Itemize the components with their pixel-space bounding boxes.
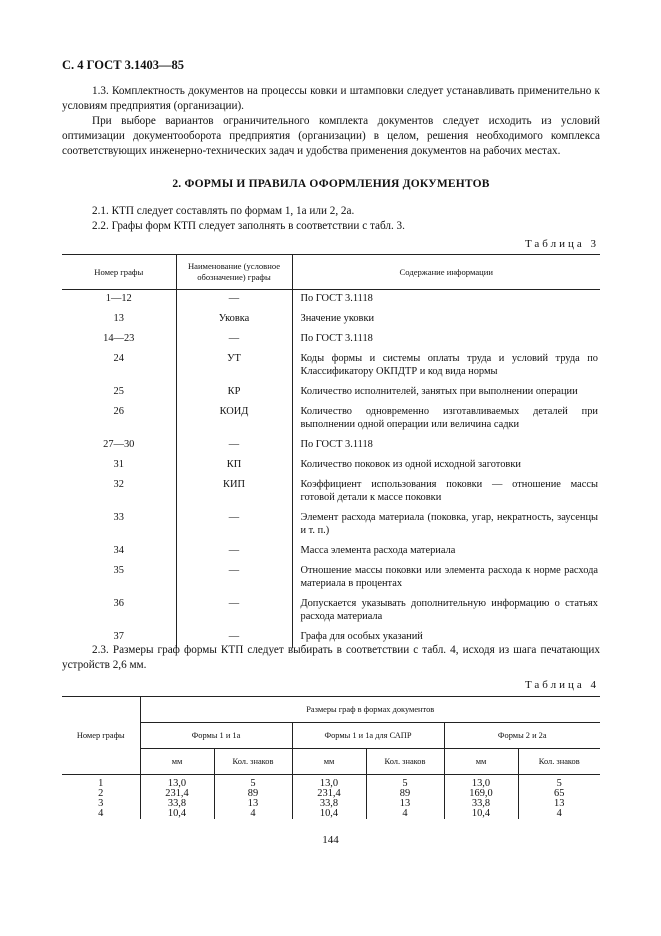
table3-cell-name: — [176, 330, 292, 350]
table4-cell-value: 89 [366, 789, 444, 799]
table3-cell-number: 36 [113, 598, 124, 609]
table3-cell-number: 34 [113, 545, 124, 556]
table3-row [62, 562, 600, 595]
table3-cell-name: — [176, 562, 292, 595]
paragraph-2-1: 2.1. КТП следует составлять по формам 1, 1а или 2, 2а. [92, 205, 355, 217]
table3-cell-content: Коэффициент использования поковки — отношение массы готовой детали к массе поковки [292, 476, 600, 509]
table4-row [62, 809, 600, 819]
table4-cell-number: 4 [98, 808, 104, 819]
table3-cell-name: — [176, 509, 292, 542]
table4-cell-number: 3 [98, 798, 104, 809]
table4-cell-value: 4 [214, 809, 292, 819]
paragraph-choice: При выборе вариантов ограничительного комплекта документов следует исходить из условий оптимизации документооборота предприятия (организации) в целом, решения необходимого комплекса соответствующих инженерно-технических задач и удобства применения документов на рабочих местах. [62, 115, 600, 157]
table3-row [62, 595, 600, 628]
table4-cell-value: 5 [214, 775, 292, 790]
table4-cell-number: 2 [98, 788, 104, 799]
table3-row [62, 436, 600, 456]
table3-header-number: Номер графы [62, 255, 176, 290]
table3-cell-number: 25 [113, 386, 124, 397]
table4-sub-mm: мм [292, 749, 366, 775]
table4-sub-kol: Кол. знаков [518, 749, 600, 775]
table3-cell-number: 37 [113, 631, 124, 642]
table3-cell-content: Количество одновременно изготавливаемых деталей при выполнении одной операции или величина садки [292, 403, 600, 436]
table4-row [62, 775, 600, 790]
table3-cell-name: Уковка [176, 310, 292, 330]
table3-cell-content: По ГОСТ 3.1118 [292, 330, 600, 350]
table4-caption: Таблица 4 [524, 679, 599, 691]
table4-header-form-2: Формы 2 и 2а [444, 723, 600, 749]
table4-sub-mm: мм [140, 749, 214, 775]
table3-cell-name: — [176, 628, 292, 648]
table3-cell-content: Количество поковок из одной исходной заготовки [292, 456, 600, 476]
table4-header-number: Номер графы [62, 697, 140, 775]
table3-caption: Таблица 3 [524, 238, 599, 250]
table3-cell-name: УТ [176, 350, 292, 383]
table3-cell-number: 27—30 [103, 439, 135, 450]
table3-cell-name: — [176, 542, 292, 562]
table4-cell-value: 5 [518, 775, 600, 790]
table4-cell-value: 33,8 [140, 799, 214, 809]
table4-cell-value: 10,4 [140, 809, 214, 819]
table4-cell-value: 231,4 [292, 789, 366, 799]
table4-cell-value: 13,0 [140, 775, 214, 790]
table3-cell-number: 13 [113, 313, 124, 324]
table3-cell-number: 31 [113, 459, 124, 470]
table3-cell-content: Значение уковки [292, 310, 600, 330]
table3-cell-content: Элемент расхода материала (поковка, угар, некратность, заусенцы и т. п.) [292, 509, 600, 542]
table3-row [62, 330, 600, 350]
table4-sub-kol: Кол. знаков [214, 749, 292, 775]
table3-row [62, 456, 600, 476]
table-4 [62, 696, 600, 819]
table4-cell-value: 10,4 [292, 809, 366, 819]
table4-header-form-1: Формы 1 и 1а [140, 723, 292, 749]
table4-cell-value: 4 [366, 809, 444, 819]
table3-cell-name: КР [176, 383, 292, 403]
table4-cell-number: 1 [98, 778, 104, 789]
table3-header-content: Содержание информации [292, 255, 600, 290]
table4-header-form-sapr: Формы 1 и 1а для САПР [292, 723, 444, 749]
table3-cell-content: Коды формы и системы оплаты труда и условий труда по Классификатору ОКПДТР и код вида нормы [292, 350, 600, 383]
table3-cell-content: Допускается указывать дополнительную информацию о статьях расхода материала [292, 595, 600, 628]
page-number: 144 [322, 834, 339, 846]
table3-cell-content: Отношение массы поковки или элемента расхода к норме расхода материала в процентах [292, 562, 600, 595]
table3-cell-number: 32 [113, 479, 124, 490]
table3-cell-content: Количество исполнителей, занятых при выполнении операции [292, 383, 600, 403]
table4-cell-value: 33,8 [292, 799, 366, 809]
table3-cell-number: 14—23 [103, 333, 135, 344]
table3-row [62, 310, 600, 330]
table4-cell-value: 169,0 [444, 789, 518, 799]
table3-cell-number: 33 [113, 512, 124, 523]
paragraph-2-2: 2.2. Графы форм КТП следует заполнять в соответствии с табл. 3. [92, 220, 405, 232]
table4-cell-value: 231,4 [140, 789, 214, 799]
table3-cell-name: КОИД [176, 403, 292, 436]
table3-cell-content: Графа для особых указаний [292, 628, 600, 648]
table4-cell-value: 13,0 [292, 775, 366, 790]
section-title: 2. ФОРМЫ И ПРАВИЛА ОФОРМЛЕНИЯ ДОКУМЕНТОВ [172, 178, 490, 190]
table3-row [62, 403, 600, 436]
table3-cell-number: 26 [113, 406, 124, 417]
table3-cell-number: 35 [113, 565, 124, 576]
table4-cell-value: 13 [518, 799, 600, 809]
table4-cell-value: 65 [518, 789, 600, 799]
table3-row [62, 509, 600, 542]
table3-cell-number: 24 [113, 353, 124, 364]
table4-cell-value: 13,0 [444, 775, 518, 790]
page-header: С. 4 ГОСТ 3.1403—85 [62, 58, 185, 72]
paragraph-2-3: 2.3. Размеры граф формы КТП следует выбирать в соответствии с табл. 4, исходя из шага печатающих устройств 2,6 мм. [62, 644, 600, 671]
table-3 [62, 254, 600, 648]
table3-header-name: Наименование (условное обозначение) графы [176, 255, 292, 290]
table4-cell-value: 5 [366, 775, 444, 790]
table3-cell-name: КИП [176, 476, 292, 509]
table3-row [62, 383, 600, 403]
table4-cell-value: 4 [518, 809, 600, 819]
table3-cell-name: КП [176, 456, 292, 476]
table3-cell-number: 1—12 [105, 293, 132, 304]
table3-cell-content: По ГОСТ 3.1118 [292, 436, 600, 456]
table4-cell-value: 13 [366, 799, 444, 809]
table3-cell-name: — [176, 595, 292, 628]
table4-sub-kol: Кол. знаков [366, 749, 444, 775]
table3-row [62, 290, 600, 311]
table4-header-group: Размеры граф в формах документов [140, 697, 600, 723]
table4-cell-value: 13 [214, 799, 292, 809]
paragraph-1-3: 1.3. Комплектность документов на процессы ковки и штамповки следует устанавливать применительно к условиям предприятия (организации). [62, 85, 600, 112]
table4-cell-value: 10,4 [444, 809, 518, 819]
table3-cell-name: — [176, 290, 292, 311]
table4-cell-value: 33,8 [444, 799, 518, 809]
table3-cell-content: По ГОСТ 3.1118 [292, 290, 600, 311]
table4-sub-mm: мм [444, 749, 518, 775]
table3-row [62, 542, 600, 562]
table3-row [62, 350, 600, 383]
table3-cell-content: Масса элемента расхода материала [292, 542, 600, 562]
table4-cell-value: 89 [214, 789, 292, 799]
table3-row [62, 476, 600, 509]
table3-cell-name: — [176, 436, 292, 456]
